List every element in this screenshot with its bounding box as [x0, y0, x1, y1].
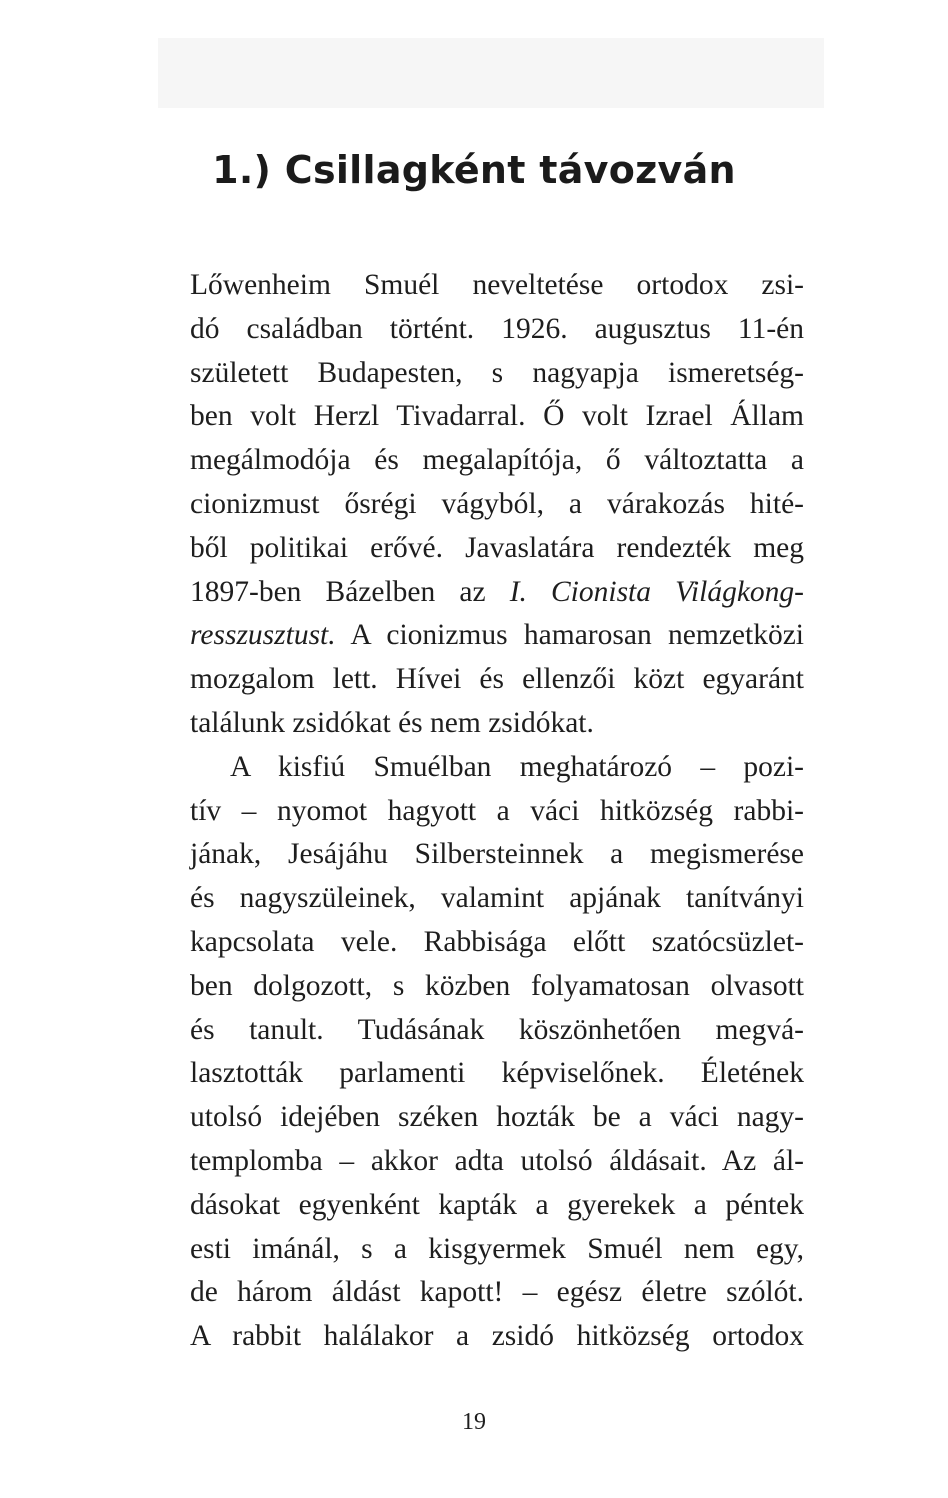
text-line: ben dolgozott, s közben folyamatosan olvasott [190, 969, 804, 1002]
paragraph-2 [190, 746, 804, 1359]
text-line: A kisfiú Smuélban meghatározó – pozi- [230, 750, 804, 783]
text-line: esti imánál, s a kisgyermek Smuél nem egy, [190, 1232, 804, 1265]
text-line: mozgalom lett. Hívei és ellenzői közt egyaránt [190, 663, 804, 696]
text-line: dásokat egyenként kapták a gyerekek a péntek [190, 1188, 804, 1221]
text-line: templomba – akkor adta utolsó áldásait. Az ál- [190, 1144, 804, 1177]
page-number: 19 [462, 1409, 486, 1435]
text-line: A rabbit halálakor a zsidó hitközség ortodox [190, 1320, 804, 1353]
text-line: tív – nyomot hagyott a váci hitközség rabbi- [190, 794, 804, 827]
paragraph-1 [190, 264, 804, 746]
text-line: és nagyszüleinek, valamint apjának tanítványi [190, 882, 804, 915]
text-line: megálmodója és megalapítója, ő változtatta a [190, 444, 804, 477]
text-line: és tanult. Tudásának köszönhetően megvá- [190, 1013, 804, 1046]
text-line: dó családban történt. 1926. augusztus 11-én [190, 312, 804, 345]
text-line: lasztották parlamenti képviselőnek. Életének [190, 1057, 804, 1090]
text-line: cionizmust ősrégi vágyból, a várakozás hité- [190, 487, 804, 520]
text-line: jának, Jesájáhu Silbersteinnek a megismerése [190, 838, 804, 871]
text-line: utolsó idejében széken hozták be a váci nagy- [190, 1101, 804, 1134]
text-line: de három áldást kapott! – egész életre szólót. [190, 1276, 804, 1309]
body-text [190, 264, 804, 1359]
text-line-mixed [190, 571, 804, 615]
header-band [158, 38, 824, 108]
chapter-title: 1.) Csillagként távozván [212, 148, 736, 192]
text-line: Lőwenheim Smuél neveltetése ortodox zsi- [190, 269, 804, 301]
italic-title-segment: usztust. [247, 619, 336, 652]
text-segment: 1897-ben Bázelben az [190, 575, 510, 608]
text-line: kapcsolata vele. Rabbisága előtt szatócsüzlet- [190, 925, 804, 958]
text-line: született Budapesten, s nagyapja ismeretség- [190, 356, 804, 389]
text-line: ből politikai erővé. Javaslatára rendezték meg [190, 531, 804, 564]
text-line: ben volt Herzl Tivadarral. Ő volt Izrael Állam [190, 400, 804, 433]
text-line-mixed [190, 614, 804, 658]
italic-title-segment: ressz [190, 619, 248, 652]
text-segment: A cionizmus hamarosan nemzetközi [335, 619, 804, 652]
italic-title-segment: I. Cionista Világkong- [509, 575, 804, 608]
text-line: találunk zsidókat és nem zsidókat. [190, 706, 594, 739]
